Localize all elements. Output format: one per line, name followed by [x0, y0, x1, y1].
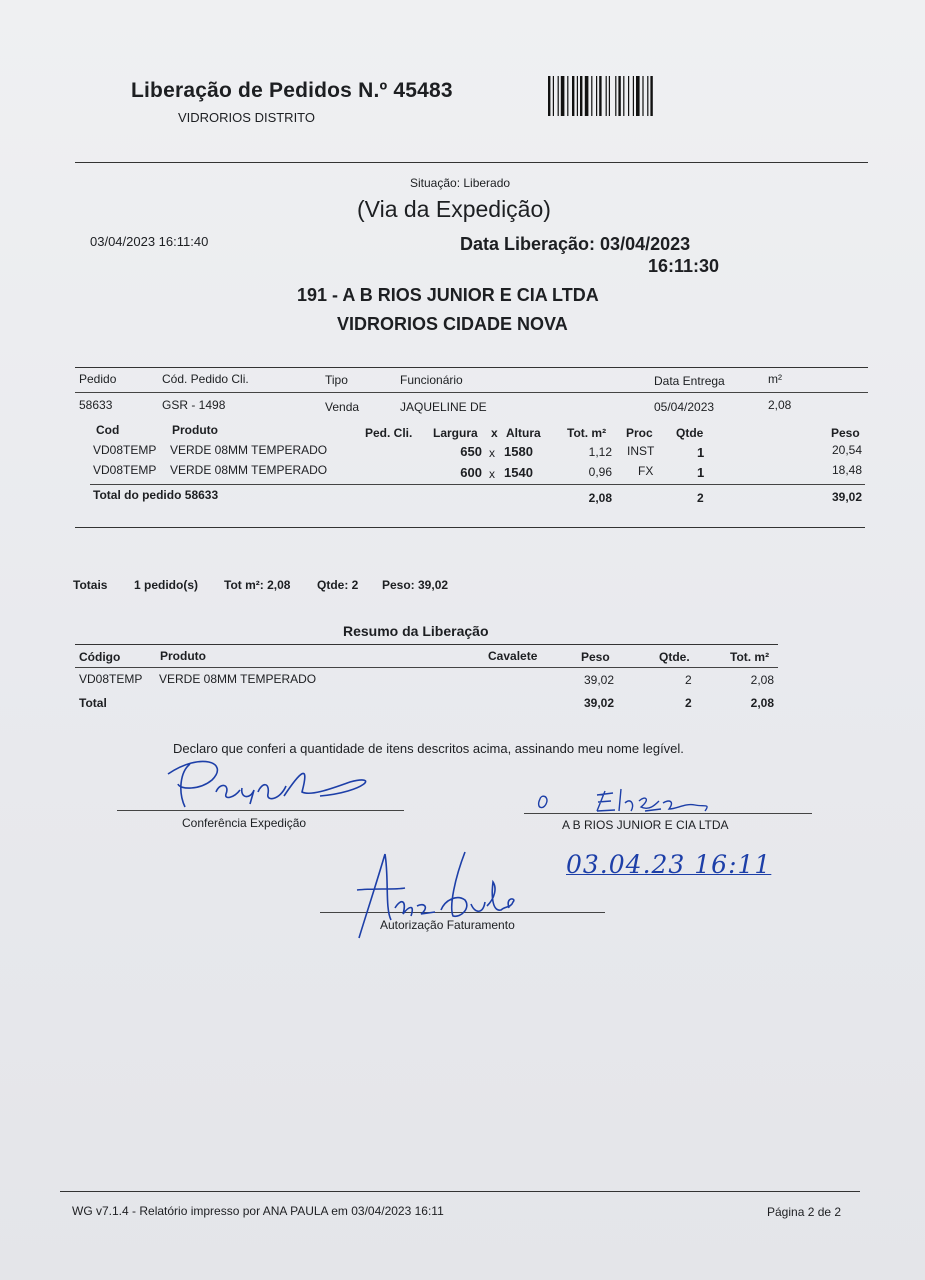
order-total-peso: 39,02	[831, 490, 862, 504]
barcode-bar	[615, 76, 616, 116]
barcode-bar	[647, 76, 648, 116]
summary-total-peso: 39,02	[583, 696, 614, 710]
release-time: 16:11:30	[648, 256, 720, 276]
order-total-qtde: 2	[697, 491, 704, 505]
item-qtde: 1	[697, 465, 705, 480]
order-number: 58633	[79, 398, 113, 412]
release-date: Data Liberação: 03/04/2023	[460, 234, 691, 254]
summary-header-cavalete: Cavalete	[488, 649, 538, 663]
item-peso: 18,48	[831, 463, 862, 477]
signature-label-conferencia: Conferência Expedição	[182, 816, 307, 830]
item-tot: 0,96	[588, 465, 612, 479]
summary-codigo: VD08TEMP	[79, 672, 143, 686]
item-header-ped-cli: Ped. Cli.	[365, 426, 413, 440]
item-x: x	[489, 446, 495, 460]
divider	[75, 527, 865, 528]
status-text: Situação: Liberado	[410, 176, 511, 190]
item-tot: 1,12	[588, 445, 612, 459]
handwritten-signature	[535, 785, 725, 819]
page-number: Página 2 de 2	[767, 1205, 842, 1219]
divider	[90, 484, 865, 485]
barcode-bar	[548, 76, 550, 116]
totals-pedidos: 1 pedido(s)	[134, 578, 199, 592]
totals-m2: Tot m²: 2,08	[224, 578, 291, 592]
item-cod: VD08TEMP	[93, 463, 157, 477]
item-largura: 600	[460, 465, 482, 480]
summary-total-qtde: 2	[685, 696, 692, 710]
barcode-bar	[599, 76, 601, 116]
item-peso: 20,54	[831, 443, 862, 457]
item-produto: VERDE 08MM TEMPERADO	[170, 463, 328, 477]
summary-header-qtde: Qtde.	[659, 650, 690, 664]
item-header-largura: Largura	[433, 426, 478, 440]
summary-tot: 2,08	[750, 673, 774, 687]
handwritten-date: 03.04.23 16:11	[566, 850, 772, 879]
divider	[75, 644, 778, 645]
item-header-qtde: Qtde	[676, 426, 704, 440]
item-produto: VERDE 08MM TEMPERADO	[170, 443, 328, 457]
summary-title: Resumo da Liberação	[343, 623, 489, 639]
order-m2: 2,08	[768, 398, 792, 412]
summary-peso: 39,02	[583, 673, 614, 687]
order-total-m2: 2,08	[588, 491, 612, 505]
summary-total-label: Total	[79, 696, 107, 710]
divider	[75, 162, 868, 163]
totals-qtde: Qtde: 2	[317, 578, 359, 592]
declaration-text: Declaro que conferi a quantidade de itens descritos acima, assinando meu nome legível.	[173, 741, 684, 756]
barcode-bar	[636, 76, 640, 116]
item-header-peso: Peso	[831, 426, 860, 440]
col-header-funcionario: Funcionário	[400, 373, 463, 387]
barcode-bar	[618, 76, 620, 116]
client-store: VIDRORIOS CIDADE NOVA	[337, 314, 568, 334]
barcode-bar	[628, 76, 629, 116]
item-qtde: 1	[697, 445, 705, 460]
item-x: x	[489, 467, 495, 481]
barcode-bar	[623, 76, 624, 116]
item-header-tot: Tot. m²	[567, 426, 607, 440]
print-datetime: 03/04/2023 16:11:40	[90, 234, 209, 249]
barcode-bar	[558, 76, 559, 116]
summary-header-tot: Tot. m²	[730, 650, 770, 664]
divider	[75, 367, 868, 368]
signature-label-autorizacao: Autorização Faturamento	[380, 918, 515, 932]
issuer-name: VIDRORIOS DISTRITO	[178, 110, 315, 125]
totals-peso: Peso: 39,02	[382, 578, 449, 592]
item-header-produto: Produto	[172, 423, 218, 437]
handwritten-signature	[150, 752, 390, 818]
col-header-data-entrega: Data Entrega	[654, 374, 725, 388]
divider	[75, 392, 868, 393]
barcode-bar	[609, 76, 610, 116]
barcode-bar	[633, 76, 634, 116]
totals-label: Totais	[73, 578, 108, 592]
summary-qtde: 2	[685, 673, 692, 687]
barcode-bar	[585, 76, 589, 116]
item-header-proc: Proc	[626, 426, 653, 440]
item-cod: VD08TEMP	[93, 443, 157, 457]
document-title: Liberação de Pedidos N.º 45483	[131, 79, 453, 102]
client-name: 191 - A B RIOS JUNIOR E CIA LTDA	[297, 285, 599, 305]
barcode-bar	[553, 76, 554, 116]
barcode-bar	[596, 76, 597, 116]
barcode-bar	[580, 76, 582, 116]
item-altura: 1540	[504, 465, 533, 480]
col-header-cod-cli: Cód. Pedido Cli.	[162, 372, 249, 386]
order-type: Venda	[325, 400, 360, 414]
barcode-bar	[606, 76, 607, 116]
summary-produto: VERDE 08MM TEMPERADO	[159, 672, 317, 686]
item-header-cod: Cod	[96, 423, 120, 437]
divider	[75, 667, 778, 668]
summary-header-codigo: Código	[79, 650, 121, 664]
client-order-code: GSR - 1498	[162, 398, 226, 412]
summary-total-tot: 2,08	[750, 696, 774, 710]
barcode-bar	[567, 76, 568, 116]
summary-header-produto: Produto	[160, 649, 206, 663]
divider	[60, 1191, 860, 1192]
order-total-label: Total do pedido 58633	[93, 488, 219, 502]
item-proc: INST	[627, 444, 655, 458]
employee: JAQUELINE DE	[400, 400, 487, 414]
col-header-m2: m²	[768, 372, 782, 386]
item-proc: FX	[638, 464, 654, 478]
barcode-bar	[561, 76, 565, 116]
barcode	[546, 76, 688, 116]
item-header-x: x	[491, 426, 498, 440]
barcode-bar	[650, 76, 652, 116]
item-header-altura: Altura	[506, 426, 541, 440]
summary-header-peso: Peso	[581, 650, 610, 664]
signature-label-client: A B RIOS JUNIOR E CIA LTDA	[562, 818, 729, 832]
handwritten-signature	[345, 848, 525, 940]
barcode-bar	[577, 76, 578, 116]
col-header-tipo: Tipo	[325, 373, 348, 387]
footer-report-info: WG v7.1.4 - Relatório impresso por ANA PAULA em 03/04/2023 16:11	[72, 1204, 444, 1218]
delivery-date: 05/04/2023	[654, 400, 715, 414]
item-largura: 650	[460, 444, 482, 459]
barcode-bar	[642, 76, 643, 116]
barcode-bar	[591, 76, 592, 116]
barcode-bar	[572, 76, 574, 116]
copy-label: (Via da Expedição)	[357, 196, 551, 222]
col-header-pedido: Pedido	[79, 372, 117, 386]
item-altura: 1580	[504, 444, 533, 459]
